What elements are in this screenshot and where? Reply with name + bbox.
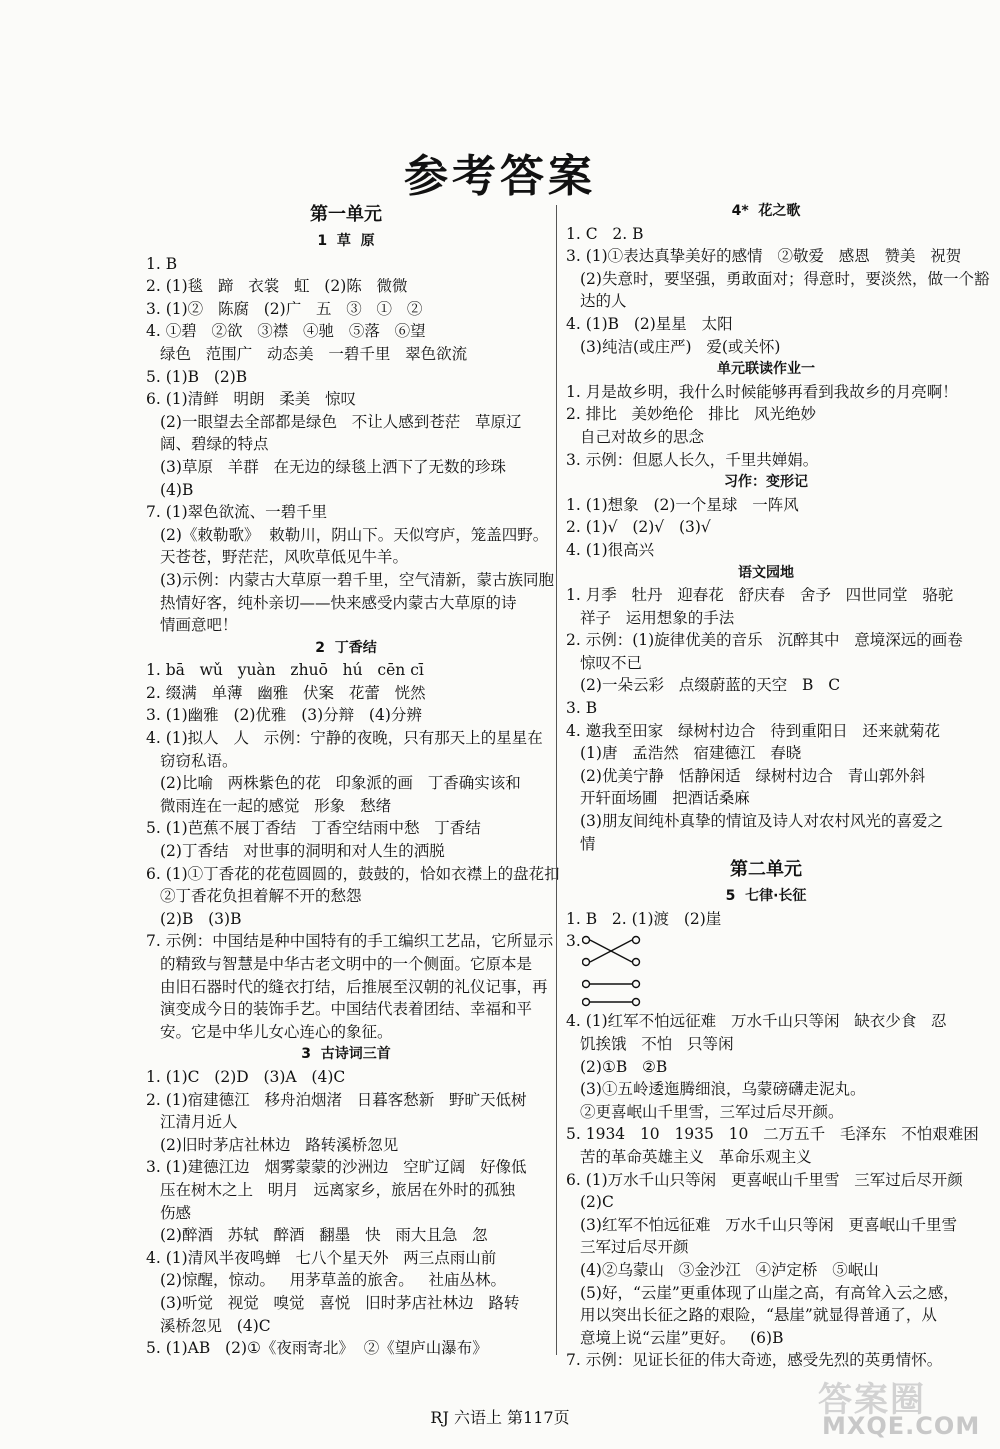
answer-line: 惊叹不已	[580, 653, 643, 672]
answer-line: (2)丁香结 对世事的洞明和对人生的洒脱	[160, 842, 445, 861]
answer-line: 由旧石器时代的缝衣打结，后推展至汉朝的礼仪记事，再	[160, 977, 548, 996]
answer-line: 3. (1)①表达真挚美好的感情 ②敬爱 感恩 赞美 祝贺	[566, 247, 962, 266]
answer-line: 祥子 运用想象的手法	[580, 608, 735, 627]
section-heading: 2 丁香结	[315, 639, 377, 656]
answer-line: (2)醉酒 苏轼 醉酒 翻墨 快 雨大且急 忽	[160, 1226, 488, 1245]
answer-line: 达的人	[580, 292, 627, 311]
answer-line: 饥挨饿 不怕 只等闲	[580, 1035, 734, 1053]
answer-line: 窃窃私语。	[160, 751, 238, 770]
answer-line: 4. (1)很高兴	[566, 540, 655, 559]
answer-line: 用以突出长征之路的艰险，“悬崖”就显得普通了，从	[580, 1306, 937, 1325]
answer-line: (4)B	[160, 480, 194, 499]
answer-line: 1. B	[146, 254, 178, 273]
answer-line: 6. (1)清鲜 明朗 柔美 惊叹	[146, 390, 357, 409]
answer-line: (5)好，“云崖”更重体现了山崖之高，有高耸入云之感，	[580, 1283, 959, 1302]
answer-line: (2)《敕勒歌》 敕勒川，阴山下。天似穹庐，笼盖四野。	[160, 525, 549, 544]
column-divider	[556, 205, 557, 1355]
page-footer: RJ 六语上 第117页	[430, 1408, 570, 1427]
answer-line: 4. (1)拟人 人 示例：宁静的夜晚，只有那天上的星星在	[146, 729, 543, 748]
answer-line: (2)C	[580, 1193, 614, 1212]
answer-line: (3)草原 羊群 在无边的绿毯上洒下了无数的珍珠	[160, 457, 507, 476]
answer-line: (3)纯洁(或庄严) 爱(或关怀)	[580, 337, 781, 356]
matching-diagram: 3.	[566, 930, 966, 1010]
answer-line: 3. 示例：但愿人长久，千里共婵娟。	[566, 450, 819, 469]
answer-line: 1. B 2. (1)渡 (2)崖	[566, 909, 722, 928]
answer-line: 2. (1)宿建德江 移舟泊烟渚 日暮客愁新 野旷天低树	[146, 1090, 527, 1109]
answer-line: 1. bā wǔ yuàn zhuō hú cēn cī	[146, 661, 424, 680]
answer-line: 5. 1934 10 1935 10 二万五千 毛泽东 不怕艰难困	[566, 1125, 979, 1144]
answer-line: 压在树木之上 明月 远离家乡，旅居在外时的孤独	[160, 1180, 516, 1199]
answer-line: 意境上说“云崖”更好。 (6)B	[580, 1328, 784, 1347]
answer-line: 绿色 范围广 动态美 一碧千里 翠色欲流	[160, 344, 468, 363]
answer-line: (3)①五岭逶迤腾细浪，乌蒙磅礴走泥丸。	[580, 1080, 866, 1099]
answer-line: 3. (1)建德江边 烟雾蒙蒙的沙洲边 空旷辽阔 好像低	[146, 1158, 527, 1177]
answer-line: 2. 缀满 单薄 幽雅 伏案 花蕾 恍然	[146, 683, 426, 702]
answer-line: 伤感	[160, 1203, 192, 1222]
watermark-logo: 答案圈	[818, 1380, 926, 1420]
watermark	[800, 1370, 990, 1445]
answer-line: 4. 邀我至田家 绿树村边合 待到重阳日 还来就菊花	[566, 721, 941, 740]
answer-line: (1)唐 孟浩然 宿建德江 春晓	[580, 744, 802, 763]
answer-line: 4. (1)红军不怕远征难 万水千山只等闲 缺衣少食 忍	[566, 1012, 947, 1031]
answer-line: 情	[580, 834, 596, 853]
answer-line: (3)朋友间纯朴真挚的情谊及诗人对农村风光的喜爱之	[580, 812, 943, 831]
answer-line: (2)B (3)B	[160, 909, 242, 928]
answer-line: 4. (1)B (2)星星 太阳	[566, 314, 733, 333]
answer-line: (3)示例：内蒙古大草原一碧千里，空气清新，蒙古族同胞	[160, 570, 554, 589]
right-column	[566, 200, 990, 1372]
page-title: 参考答案	[404, 151, 596, 202]
left-column	[146, 200, 560, 1360]
answer-line: 5. (1)B (2)B	[146, 367, 248, 386]
answer-line: 4. (1)清风半夜鸣蝉 七八个星天外 两三点雨山前	[146, 1248, 497, 1267]
answer-line: 微雨连在一起的感觉 形象 愁绪	[160, 796, 392, 815]
answer-line: (2)一眼望去全部都是绿色 不让人感到苍茫 草原辽	[160, 412, 522, 431]
answer-line: 5. (1)芭蕉不展丁香结 丁香空结雨中愁 丁香结	[146, 819, 481, 838]
answer-line: 1. 月季 牡丹 迎春花 舒庆春 舍予 四世同堂 骆驼	[566, 586, 954, 605]
answer-line: 2. (1)√ (2)√ (3)√	[566, 518, 711, 537]
answer-line: ②丁香花负担着解不开的愁怨	[160, 887, 362, 906]
answer-line: 情画意吧！	[160, 616, 238, 635]
answer-line: 江清月近人	[160, 1113, 238, 1132]
answer-line: (4)②乌蒙山 ③金沙江 ④泸定桥 ⑤岷山	[580, 1260, 879, 1279]
answer-line: (2)旧时茅店社林边 路转溪桥忽见	[160, 1135, 399, 1154]
connection-lines-icon	[582, 932, 642, 1008]
answer-line: 7. 示例：见证长征的伟大奇迹，感受先烈的英勇情怀。	[566, 1351, 943, 1370]
answer-line: 2. 排比 美妙绝伦 排比 风光绝妙	[566, 405, 817, 424]
section-heading: 4* 花之歌	[731, 203, 801, 219]
answer-line: 5. (1)AB (2)①《夜雨寄北》 ②《望庐山瀑布》	[146, 1339, 488, 1358]
watermark-url: MXQE.COM	[822, 1412, 981, 1440]
answer-line: ②更喜岷山千里雪，三军过后尽开颜。	[580, 1102, 844, 1121]
answer-line: 6. (1)①丁香花的花苞圆圆的，鼓鼓的，恰如衣襟上的盘花扣	[146, 864, 560, 883]
answer-line: 1. 月是故乡明，我什么时候能够再看到我故乡的月亮啊！	[566, 382, 958, 401]
answer-line: 1. C 2. B	[566, 224, 644, 243]
answer-line: 1. (1)C (2)D (3)A (4)C	[146, 1067, 346, 1086]
answer-line: (3)听觉 视觉 嗅觉 喜悦 旧时茅店社林边 路转	[160, 1293, 520, 1312]
answer-line: (2)惊醒，惊动。 用茅草盖的旅舍。 社庙丛林。	[160, 1271, 507, 1290]
answer-line: 3. B	[566, 699, 598, 718]
answer-line: 开轩面场圃 把酒话桑麻	[580, 789, 750, 808]
answer-line: (3)红军不怕远征难 万水千山只等闲 更喜岷山千里雪	[580, 1215, 958, 1234]
answer-line: 1. (1)想象 (2)一个星球 一阵风	[566, 495, 799, 514]
answer-line: 2. 示例：(1)旋律优美的音乐 沉醉其中 意境深远的画卷	[566, 631, 963, 650]
answer-line: 4. ①碧 ②欲 ③襟 ④驰 ⑤落 ⑥望	[146, 322, 426, 341]
answer-line: 天苍苍，野茫茫，风吹草低见牛羊。	[160, 548, 409, 567]
answer-line: 自己对故乡的思念	[580, 427, 705, 446]
section-heading: 语文园地	[738, 564, 794, 581]
answer-line: (2)失意时，要坚强，勇敢面对；得意时，要淡然，做一个豁	[580, 269, 990, 288]
answer-line: 2. (1)毯 蹄 衣裳 虹 (2)陈 微微	[146, 277, 408, 296]
answer-line: 7. 示例：中国结是种中国特有的手工编织工艺品，它所显示	[146, 932, 554, 951]
answer-line: 的精致与智慧是中华古老文明中的一个侧面。它原本是	[160, 955, 533, 973]
section-heading: 第二单元	[730, 859, 802, 881]
section-heading: 3 古诗词三首	[301, 1046, 391, 1063]
answer-line: 3. (1)幽雅 (2)优雅 (3)分辩 (4)分辨	[146, 706, 422, 725]
answer-line: 苦的革命英雄主义 革命乐观主义	[580, 1147, 812, 1166]
section-heading: 第一单元	[310, 204, 382, 225]
answer-line: (2)一朵云彩 点缀蔚蓝的天空 B C	[580, 676, 841, 695]
answer-line: 溪桥忽见 (4)C	[160, 1316, 271, 1335]
answer-line: 安。它是中华儿女心连心的象征。	[160, 1022, 393, 1041]
section-heading: 5 七律·长征	[725, 888, 807, 905]
answer-line: (2)优美宁静 恬静闲适 绿树村边合 青山郭外斜	[580, 766, 926, 785]
answer-line: (2)比喻 两株紫色的花 印象派的画 丁香确实该和	[160, 774, 521, 793]
answer-line: 3. (1)② 陈腐 (2)广 五 ③ ① ②	[146, 299, 423, 318]
answer-line: 阔、碧绿的特点	[160, 435, 269, 454]
section-heading: 1 草 原	[317, 233, 375, 249]
answer-line: 三军过后尽开颜	[580, 1238, 689, 1257]
answer-line: 热情好客，纯朴亲切——快来感受内蒙古大草原的诗	[160, 593, 517, 612]
section-heading: 单元联读作业一	[717, 361, 815, 378]
answer-line: 7. (1)翠色欲流、一碧千里	[146, 503, 328, 522]
answer-line: 演变成今日的装饰手艺。中国结代表着团结、幸福和平	[160, 1000, 533, 1019]
answer-line: 6. (1)万水千山只等闲 更喜岷山千里雪 三军过后尽开颜	[566, 1170, 963, 1189]
section-heading: 习作：变形记	[724, 474, 808, 491]
answer-line: (2)①B ②B	[580, 1057, 668, 1076]
